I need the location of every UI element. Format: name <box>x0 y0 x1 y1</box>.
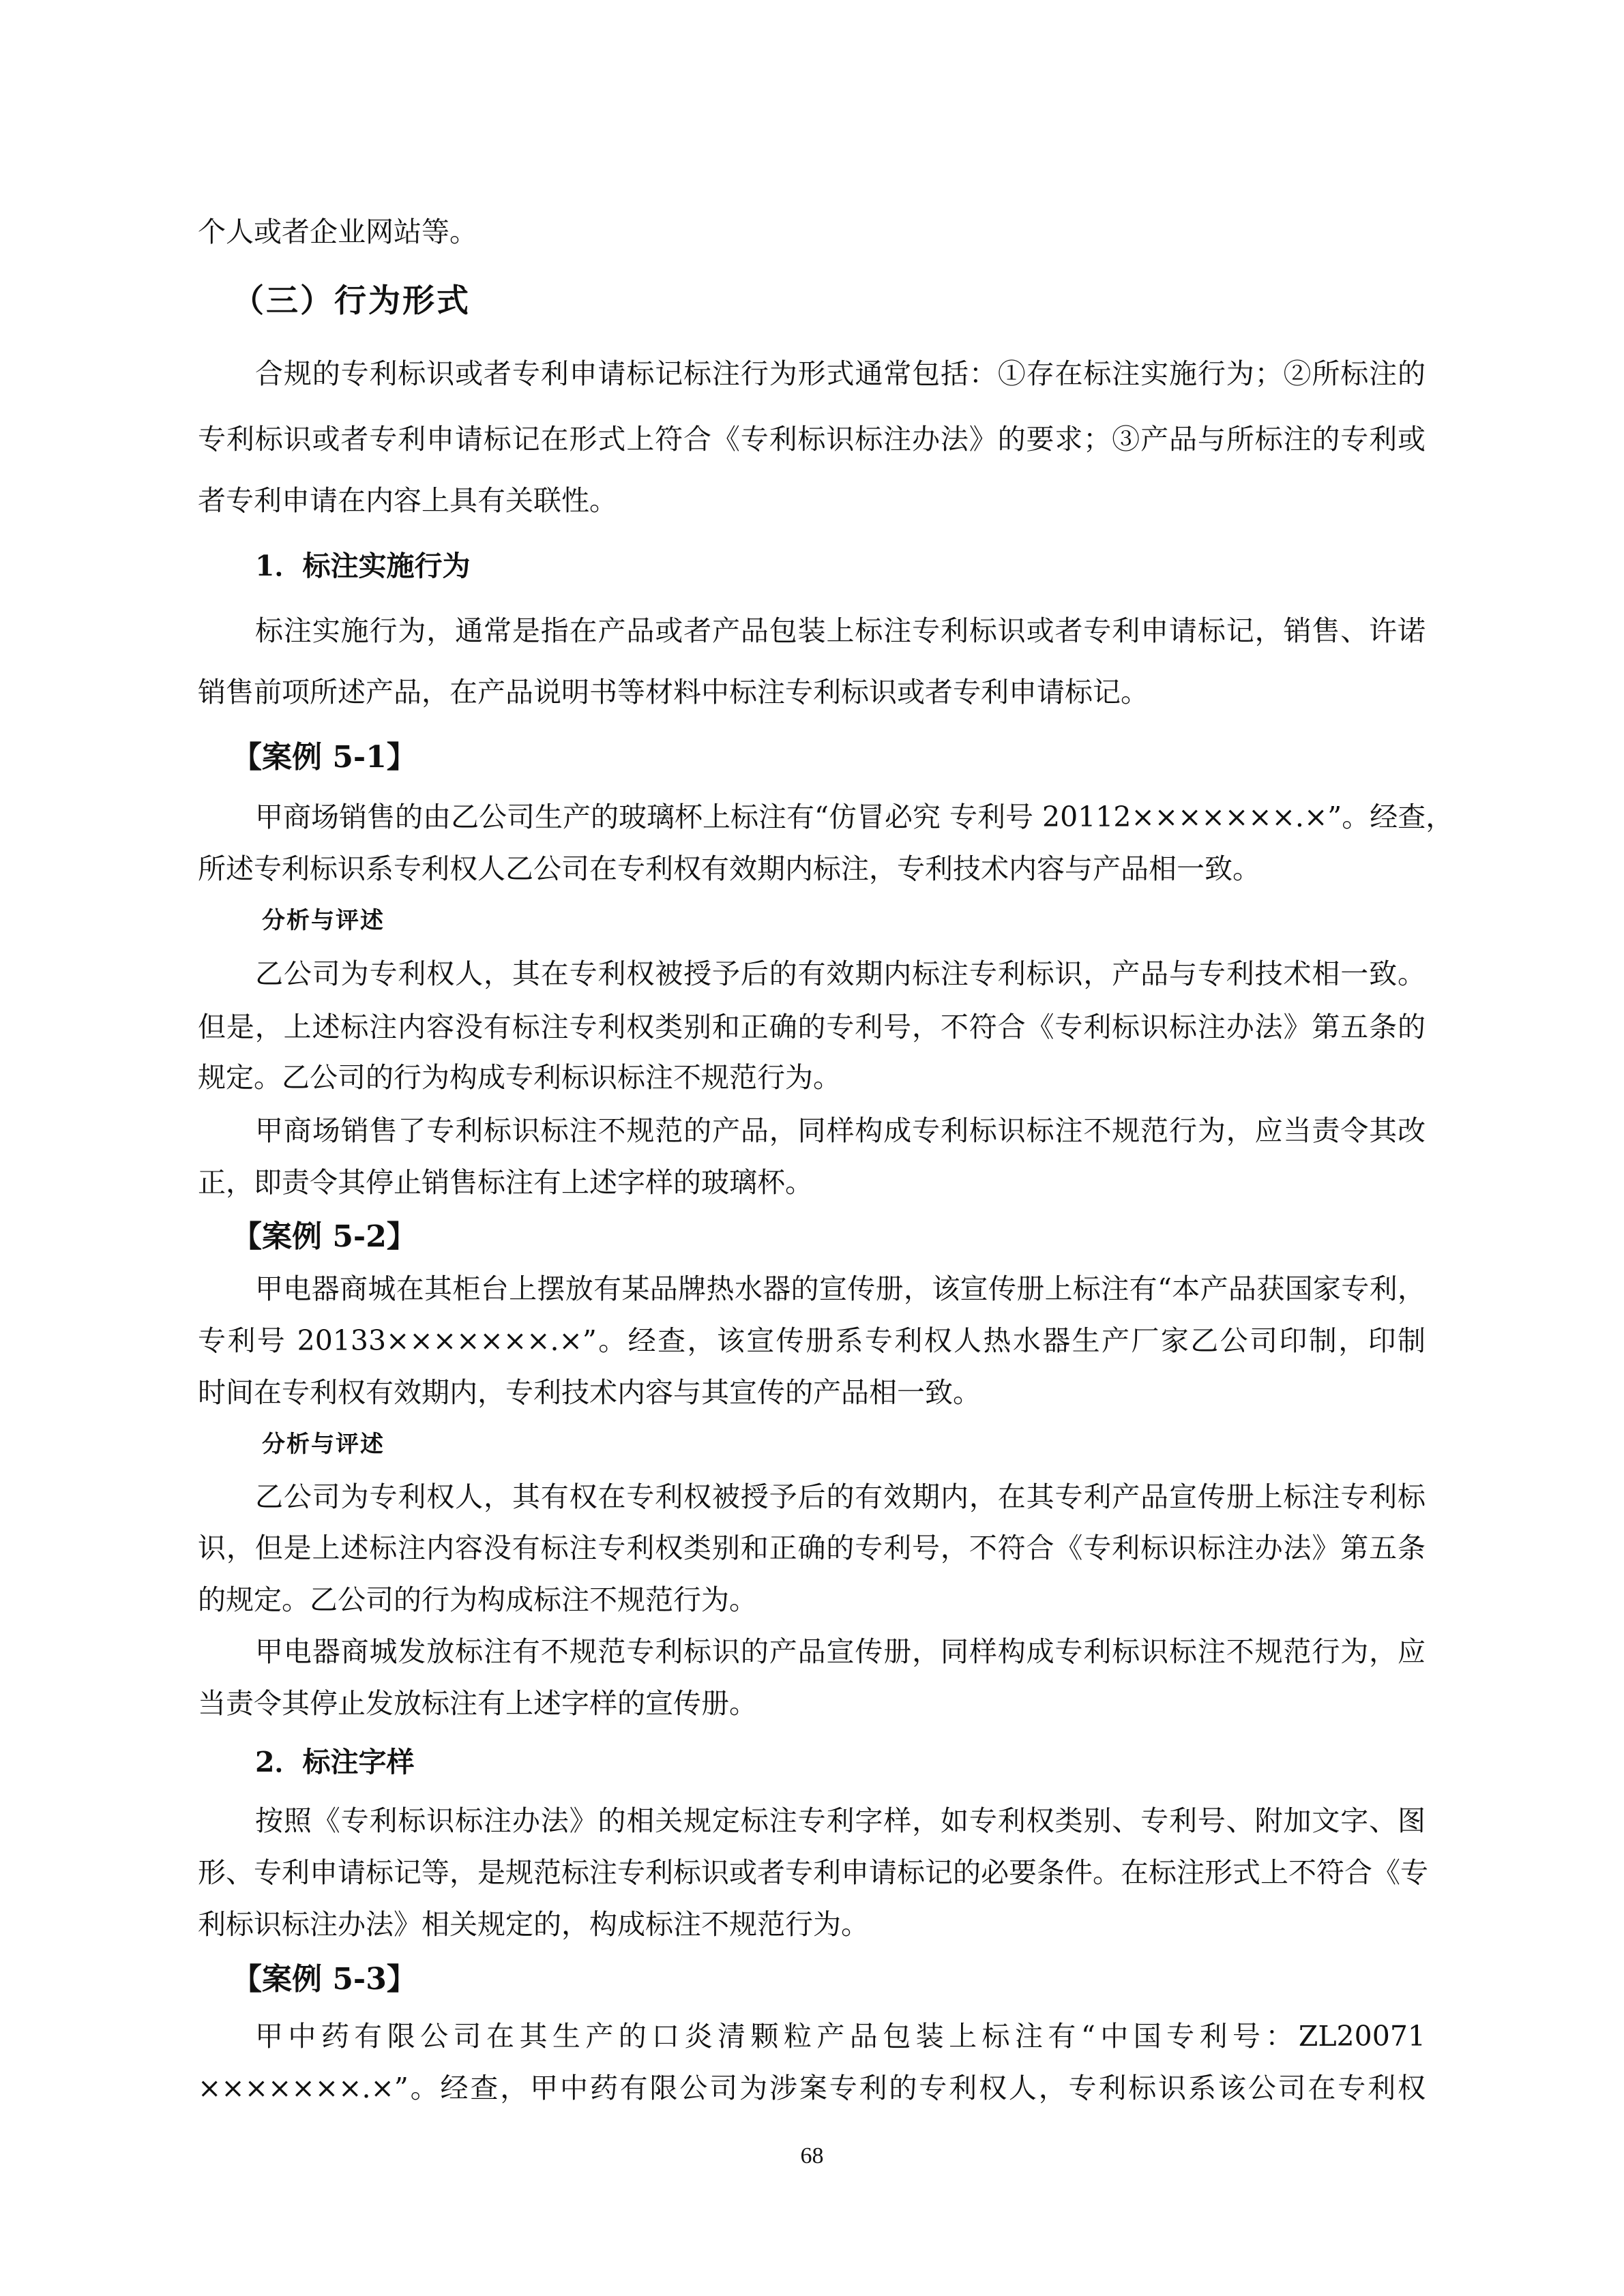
text-line: 者专利申请在内容上具有关联性。 <box>198 484 617 517</box>
text-line: 甲中药有限公司在其生产的口炎清颗粒产品包装上标注有“中国专利号：ZL20071 <box>255 2020 1426 2053</box>
text-line: 乙公司为专利权人，其有权在专利权被授予后的有效期内，在其专利产品宣传册上标注专利标 <box>255 1480 1426 1513</box>
text-line: 甲商场销售了专利标识标注不规范的产品，同样构成专利标识标注不规范行为，应当责令其改 <box>255 1114 1426 1147</box>
text-line: 规定。乙公司的行为构成专利标识标注不规范行为。 <box>198 1061 841 1094</box>
text-line: 甲电器商城在其柜台上摆放有某品牌热水器的宣传册，该宣传册上标注有“本产品获国家专利， <box>255 1272 1426 1305</box>
text-line: 专利号 20133×××××××.×”。经查，该宣传册系专利权人热水器生产厂家乙公司印制，印制 <box>198 1324 1426 1357</box>
text-line: 正，即责令其停止销售标注有上述字样的玻璃杯。 <box>198 1166 813 1199</box>
text-line: 个人或者企业网站等。 <box>198 215 477 248</box>
text-line: 当责令其停止发放标注有上述字样的宣传册。 <box>198 1687 757 1720</box>
section-heading: （三）行为形式 <box>232 282 471 320</box>
text-line: 专利标识或者专利申请标记在形式上符合《专利标识标注办法》的要求；③产品与所标注的专利或 <box>198 423 1426 456</box>
text-line: 的规定。乙公司的行为构成标注不规范行为。 <box>198 1583 757 1616</box>
text-line: 利标识标注办法》相关规定的，构成标注不规范行为。 <box>198 1908 869 1941</box>
analysis-heading: 分析与评述 <box>262 907 385 934</box>
text-line: 销售前项所述产品，在产品说明书等材料中标注专利标识或者专利申请标记。 <box>198 676 1149 709</box>
text-line: 所述专利标识系专利权人乙公司在专利权有效期内标注，专利技术内容与产品相一致。 <box>198 852 1260 885</box>
text-line: 识，但是上述标注内容没有标注专利权类别和正确的专利号，不符合《专利标识标注办法》第五条 <box>198 1532 1426 1564</box>
subsection-heading: 2．标注字样 <box>255 1746 415 1778</box>
text-line: 乙公司为专利权人，其在专利权被授予后的有效期内标注专利标识，产品与专利技术相一致。 <box>255 957 1426 990</box>
page-number: 68 <box>800 2143 824 2168</box>
text-line: 形、专利申请标记等，是规范标注专利标识或者专利申请标记的必要条件。在标注形式上不符合《专 <box>198 1856 1428 1889</box>
text-line: 甲电器商城发放标注有不规范专利标识的产品宣传册，同样构成专利标识标注不规范行为，应 <box>255 1635 1426 1668</box>
text-line: 甲商场销售的由乙公司生产的玻璃杯上标注有“仿冒必究 专利号 20112×××××××.×”。经查， <box>255 801 1454 833</box>
analysis-heading: 分析与评述 <box>262 1431 385 1458</box>
subsection-heading: 1．标注实施行为 <box>255 550 471 582</box>
text-line: 但是，上述标注内容没有标注专利权类别和正确的专利号，不符合《专利标识标注办法》第五条的 <box>198 1011 1426 1043</box>
case-heading: 【案例 5-2】 <box>232 1219 417 1254</box>
text-line: 按照《专利标识标注办法》的相关规定标注专利字样，如专利权类别、专利号、附加文字、图 <box>255 1804 1426 1837</box>
text-line: 合规的专利标识或者专利申请标记标注行为形式通常包括：①存在标注实施行为；②所标注的 <box>255 357 1426 390</box>
text-line: 时间在专利权有效期内，专利技术内容与其宣传的产品相一致。 <box>198 1376 981 1409</box>
text-line: ×××××××.×”。经查，甲中药有限公司为涉案专利的专利权人，专利标识系该公司在专利权 <box>198 2072 1426 2104</box>
text-line: 标注实施行为，通常是指在产品或者产品包装上标注专利标识或者专利申请标记，销售、许诺 <box>255 614 1426 647</box>
case-heading: 【案例 5-1】 <box>232 740 417 775</box>
case-heading: 【案例 5-3】 <box>232 1962 417 1997</box>
